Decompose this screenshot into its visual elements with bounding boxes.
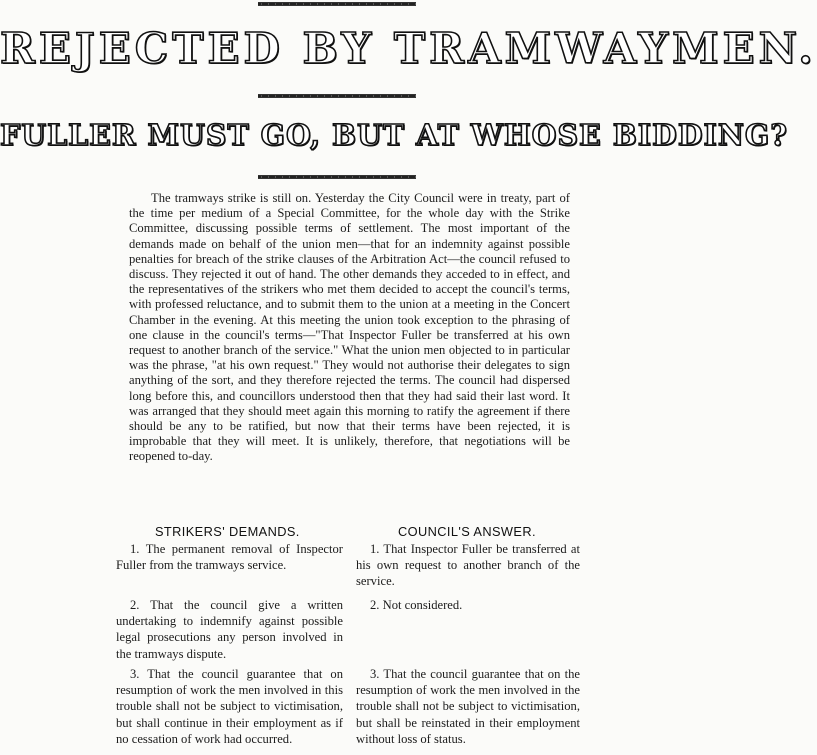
lower-divider-rule	[258, 175, 416, 179]
middle-divider-rule	[258, 94, 416, 98]
headline: REJECTED BY TRAMWAYMEN.	[0, 24, 817, 73]
strikers-demand-3: 3. That the council guarantee that on resumption of work the men involved in this trouble shall not be subject to victimisation, but shall continue in their employment as if no cessation of work had occurred.	[116, 667, 343, 746]
council-answer-2: 2. Not considered.	[370, 598, 463, 612]
council-answer-1: 1. That Inspector Fuller be transferred at his own request to another branch of the service.	[356, 542, 580, 589]
councils-answer-heading: COUNCIL'S ANSWER.	[398, 524, 536, 539]
council-answer-3: 3. That the council guarantee that on the resumption of work the men involved in the trouble shall not be subject to victimisation, but shall be reinstated in their employment without loss of status.	[356, 667, 580, 746]
strikers-demand-2: 2. That the council give a written undertaking to indemnify against possible legal prosecutions any person involved in the tramways dispute.	[116, 598, 343, 661]
subheadline: FULLER MUST GO, BUT AT WHOSE BIDDING?	[0, 118, 788, 152]
strikers-demands-heading: STRIKERS' DEMANDS.	[155, 524, 300, 539]
top-divider-rule	[258, 2, 416, 6]
article-body: The tramways strike is still on. Yesterday the City Council were in treaty, part of the time per medium of a Special Committee, for the whole day with the Strike Committee, discussing possible terms of settlement. The most important of the demands made on behalf of the union men—that for an indemnity against possible penalties for breach of the strike clauses of the Arbitration Act—the council refused to discuss. They rejected it out of hand. The other demands they acceded to in effect, and the representatives of the strikers who met them decided to accept the council's terms, with professed reluctance, and to submit them to the union at a meeting in the Concert Chamber in the evening. At this meeting the union took exception to the phrasing of one clause in the council's terms—"That Inspector Fuller be transferred at his own request to another branch of the service." What the union men objected to in particular was the phrase, "at his own request." They would not authorise their delegates to sign anything of the sort, and they therefore rejected the terms. The council had dispersed long before this, and councillors understood then that they had said their last word. It was arranged that they should meet again this morning to ratify the agreement if there should be any to be ratified, but now that their terms have been rejected, it is improbable that they will meet. It is unlikely, therefore, that negotiations will be reopened to-day.	[129, 191, 570, 464]
strikers-demand-1: 1. The permanent removal of Inspector Fuller from the tramways service.	[116, 542, 343, 573]
